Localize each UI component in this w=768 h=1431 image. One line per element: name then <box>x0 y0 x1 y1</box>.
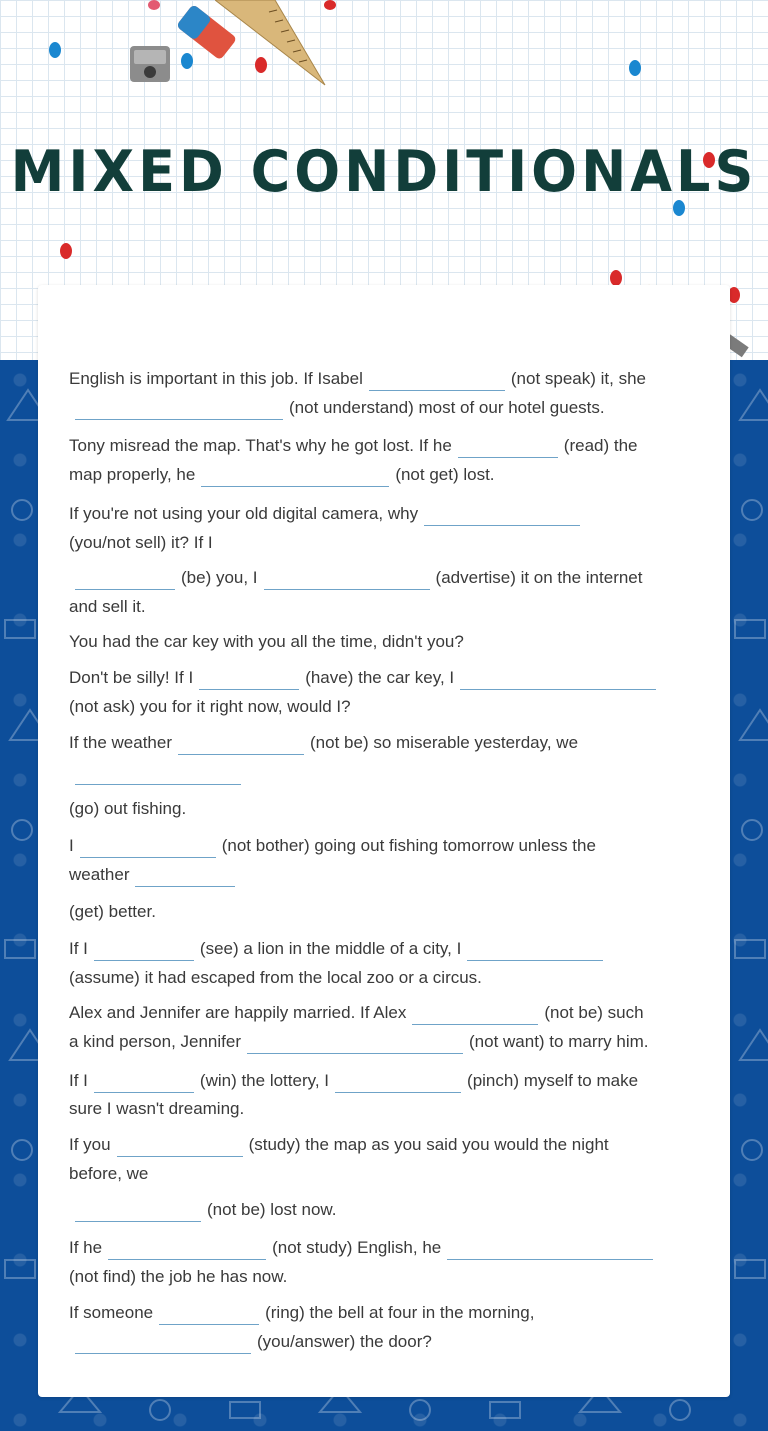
exercise-line <box>69 663 699 692</box>
exercise-text-segment: (assume) it had escaped from the local zoo or a circus. <box>69 968 482 987</box>
exercise-line <box>69 1195 699 1224</box>
exercise-text-segment: (not study) English, he <box>272 1238 442 1257</box>
answer-blank-input[interactable] <box>201 465 389 487</box>
exercise-text-segment: (have) the car key, I <box>305 668 455 687</box>
exercise-text-segment: If you <box>69 1135 111 1154</box>
exercise-line <box>69 1327 699 1356</box>
exercise-text-segment: If someone <box>69 1303 154 1322</box>
exercise-text-segment: Tony misread the map. That's why he got lost. If he <box>69 436 452 455</box>
answer-blank-input[interactable] <box>159 1303 259 1325</box>
exercise-line <box>69 1027 699 1056</box>
exercise-line <box>69 563 699 592</box>
exercise-line <box>69 963 699 992</box>
exercise-line <box>69 364 699 393</box>
exercise-text-segment: You had the car key with you all the time, didn't you? <box>69 632 464 651</box>
answer-blank-input[interactable] <box>335 1071 461 1093</box>
answer-blank-input[interactable] <box>75 1200 201 1222</box>
exercise-line <box>69 592 699 621</box>
exercise-text-segment: (not ask) you for it right now, would I? <box>69 697 351 716</box>
exercise-line <box>69 1094 699 1123</box>
exercise-line <box>69 1262 699 1291</box>
decor-dot <box>255 57 267 73</box>
exercise-text-segment: Alex and Jennifer are happily married. If Alex <box>69 1003 407 1022</box>
answer-blank-input[interactable] <box>75 568 175 590</box>
exercise-text-segment: (not understand) most of our hotel guests. <box>289 398 605 417</box>
exercise-text-segment: sure I wasn't dreaming. <box>69 1099 245 1118</box>
answer-blank-input[interactable] <box>75 763 241 785</box>
exercise-line <box>69 393 699 422</box>
worksheet-title: MIXED CONDITIONALS <box>10 138 758 205</box>
exercise-text-segment: If he <box>69 1238 103 1257</box>
exercise-line <box>69 794 699 823</box>
answer-blank-input[interactable] <box>460 668 656 690</box>
exercise-text-segment: (not be) so miserable yesterday, we <box>310 733 579 752</box>
answer-blank-input[interactable] <box>117 1135 243 1157</box>
exercise-line <box>69 1066 699 1095</box>
exercise-text-segment: before, we <box>69 1164 149 1183</box>
answer-blank-input[interactable] <box>458 436 558 458</box>
exercise-line <box>69 627 699 656</box>
exercise-text-segment: Don't be silly! If I <box>69 668 194 687</box>
exercise-text-segment: (not bother) going out fishing tomorrow unless the <box>221 836 596 855</box>
exercise-text-segment: (go) out fishing. <box>69 799 187 818</box>
decor-dot <box>60 243 72 259</box>
answer-blank-input[interactable] <box>424 504 580 526</box>
answer-blank-input[interactable] <box>369 369 505 391</box>
exercise-line <box>69 1159 699 1188</box>
exercise-text-segment: a kind person, Jennifer <box>69 1032 241 1051</box>
exercise-text-segment: (not be) such <box>544 1003 644 1022</box>
answer-blank-input[interactable] <box>178 733 304 755</box>
exercise-text-segment: (get) better. <box>69 902 156 921</box>
exercise-line <box>69 460 699 489</box>
answer-blank-input[interactable] <box>447 1238 653 1260</box>
answer-blank-input[interactable] <box>75 1332 251 1354</box>
answer-blank-input[interactable] <box>467 939 603 961</box>
exercise-line <box>69 860 699 889</box>
exercise-line <box>69 897 699 926</box>
answer-blank-input[interactable] <box>135 865 235 887</box>
exercise-line <box>69 934 699 963</box>
exercise-text-segment: (be) you, I <box>181 568 258 587</box>
answer-blank-input[interactable] <box>94 939 194 961</box>
exercise-text-segment: English is important in this job. If Isabel <box>69 369 363 388</box>
exercise-text-segment: (not be) lost now. <box>207 1200 337 1219</box>
exercise-line <box>69 1130 699 1159</box>
exercise-text-segment: (pinch) myself to make <box>467 1071 639 1090</box>
exercise-line <box>69 431 699 460</box>
exercise-text-segment: If I <box>69 939 88 958</box>
exercise-text-segment: (study) the map as you said you would the night <box>248 1135 609 1154</box>
exercise-text-segment: (ring) the bell at four in the morning, <box>265 1303 535 1322</box>
exercise-line <box>69 831 699 860</box>
decor-dot <box>324 0 336 10</box>
exercise-text-segment: (read) the <box>563 436 638 455</box>
exercise-text-segment: (not speak) it, she <box>510 369 646 388</box>
decor-dot <box>629 60 641 76</box>
answer-blank-input[interactable] <box>247 1032 463 1054</box>
answer-blank-input[interactable] <box>108 1238 266 1260</box>
exercise-line <box>69 758 699 787</box>
exercise-line <box>69 528 699 557</box>
exercise-text-segment: (you/not sell) it? If I <box>69 533 213 552</box>
answer-blank-input[interactable] <box>412 1003 538 1025</box>
exercise-text-segment: (not find) the job he has now. <box>69 1267 288 1286</box>
answer-blank-input[interactable] <box>75 398 283 420</box>
decor-dot <box>181 53 193 69</box>
exercise-text-segment: (win) the lottery, I <box>199 1071 330 1090</box>
exercise-text-segment: map properly, he <box>69 465 196 484</box>
exercise-text-segment: (see) a lion in the middle of a city, I <box>199 939 462 958</box>
exercise-line <box>69 499 699 528</box>
exercise-text-segment: weather <box>69 865 130 884</box>
pencil-sharpener-icon <box>128 40 176 90</box>
decor-dot <box>610 270 622 286</box>
ruler-icon <box>215 0 330 90</box>
exercise-text-segment: I <box>69 836 74 855</box>
answer-blank-input[interactable] <box>199 668 299 690</box>
answer-blank-input[interactable] <box>264 568 430 590</box>
exercise-line <box>69 692 699 721</box>
exercise-text-segment: (not want) to marry him. <box>469 1032 649 1051</box>
decor-dot <box>148 0 160 10</box>
exercise-line <box>69 728 699 757</box>
decor-dot <box>49 42 61 58</box>
exercise-text-segment: If I <box>69 1071 88 1090</box>
exercise-text-segment: If the weather <box>69 733 173 752</box>
exercise-line <box>69 998 699 1027</box>
exercise-text-segment: (not get) lost. <box>395 465 495 484</box>
answer-blank-input[interactable] <box>80 836 216 858</box>
exercise-line <box>69 1298 699 1327</box>
exercise-text-segment: (you/answer) the door? <box>257 1332 432 1351</box>
answer-blank-input[interactable] <box>94 1071 194 1093</box>
exercise-line <box>69 1233 699 1262</box>
exercise-text-segment: If you're not using your old digital camera, why <box>69 504 419 523</box>
exercise-text-segment: and sell it. <box>69 597 146 616</box>
exercise-text-segment: (advertise) it on the internet <box>435 568 643 587</box>
